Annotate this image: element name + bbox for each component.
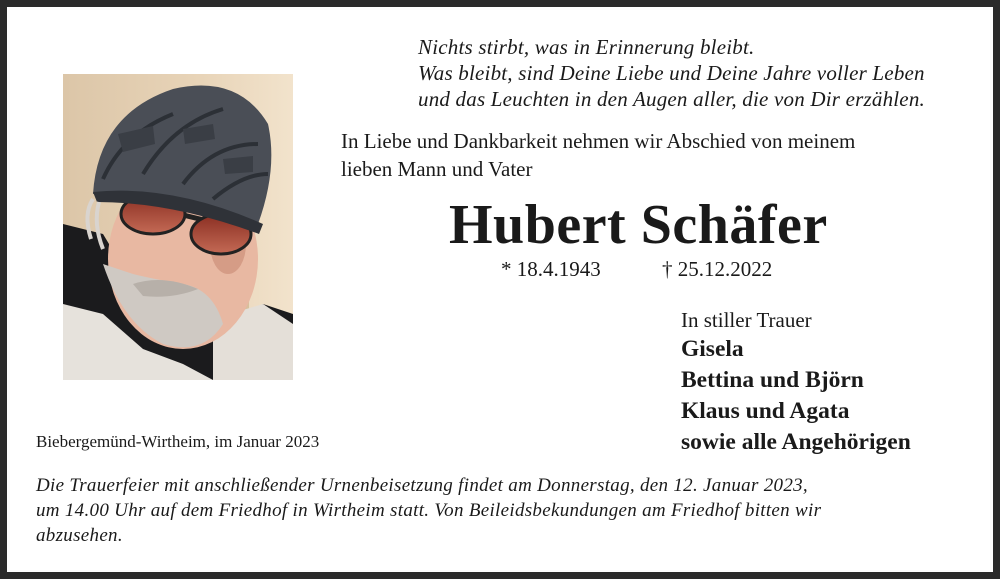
intro-line: lieben Mann und Vater xyxy=(341,157,533,181)
place-date: Biebergemünd-Wirtheim, im Januar 2023 xyxy=(36,432,320,451)
poem-line: Was bleibt, sind Deine Liebe und Deine Jahre voller Leben xyxy=(418,61,925,85)
mourner-name: Bettina und Björn xyxy=(681,367,864,393)
portrait-photo xyxy=(63,74,293,380)
funeral-notice xyxy=(36,473,966,548)
poem-line: Nichts stirbt, was in Erinnerung bleibt. xyxy=(418,35,755,59)
notice-line: abzusehen. xyxy=(36,525,123,546)
portrait-illustration xyxy=(63,74,293,380)
mourner-name: sowie alle Angehörigen xyxy=(681,429,911,455)
intro-line: In Liebe und Dankbarkeit nehmen wir Abschied von meinem xyxy=(341,129,856,153)
mourner-name: Klaus und Agata xyxy=(681,398,850,424)
birth-date: * 18.4.1943 xyxy=(501,257,601,281)
mourner-name: Gisela xyxy=(681,336,744,362)
mourners-list xyxy=(681,334,911,458)
death-date: † 25.12.2022 xyxy=(662,257,773,281)
deceased-name: Hubert Schäfer xyxy=(449,194,828,256)
poem-line: und das Leuchten in den Augen aller, die von Dir erzählen. xyxy=(418,87,925,111)
notice-line: Die Trauerfeier mit anschließender Urnenbeisetzung findet am Donnerstag, den 12. Januar 2023, xyxy=(36,475,808,496)
memorial-poem xyxy=(418,34,978,112)
mourning-heading: In stiller Trauer xyxy=(681,308,812,332)
notice-line: um 14.00 Uhr auf dem Friedhof in Wirtheim statt. Von Beileidsbekundungen am Friedhof bitten wir xyxy=(36,500,822,521)
farewell-intro xyxy=(341,127,981,183)
